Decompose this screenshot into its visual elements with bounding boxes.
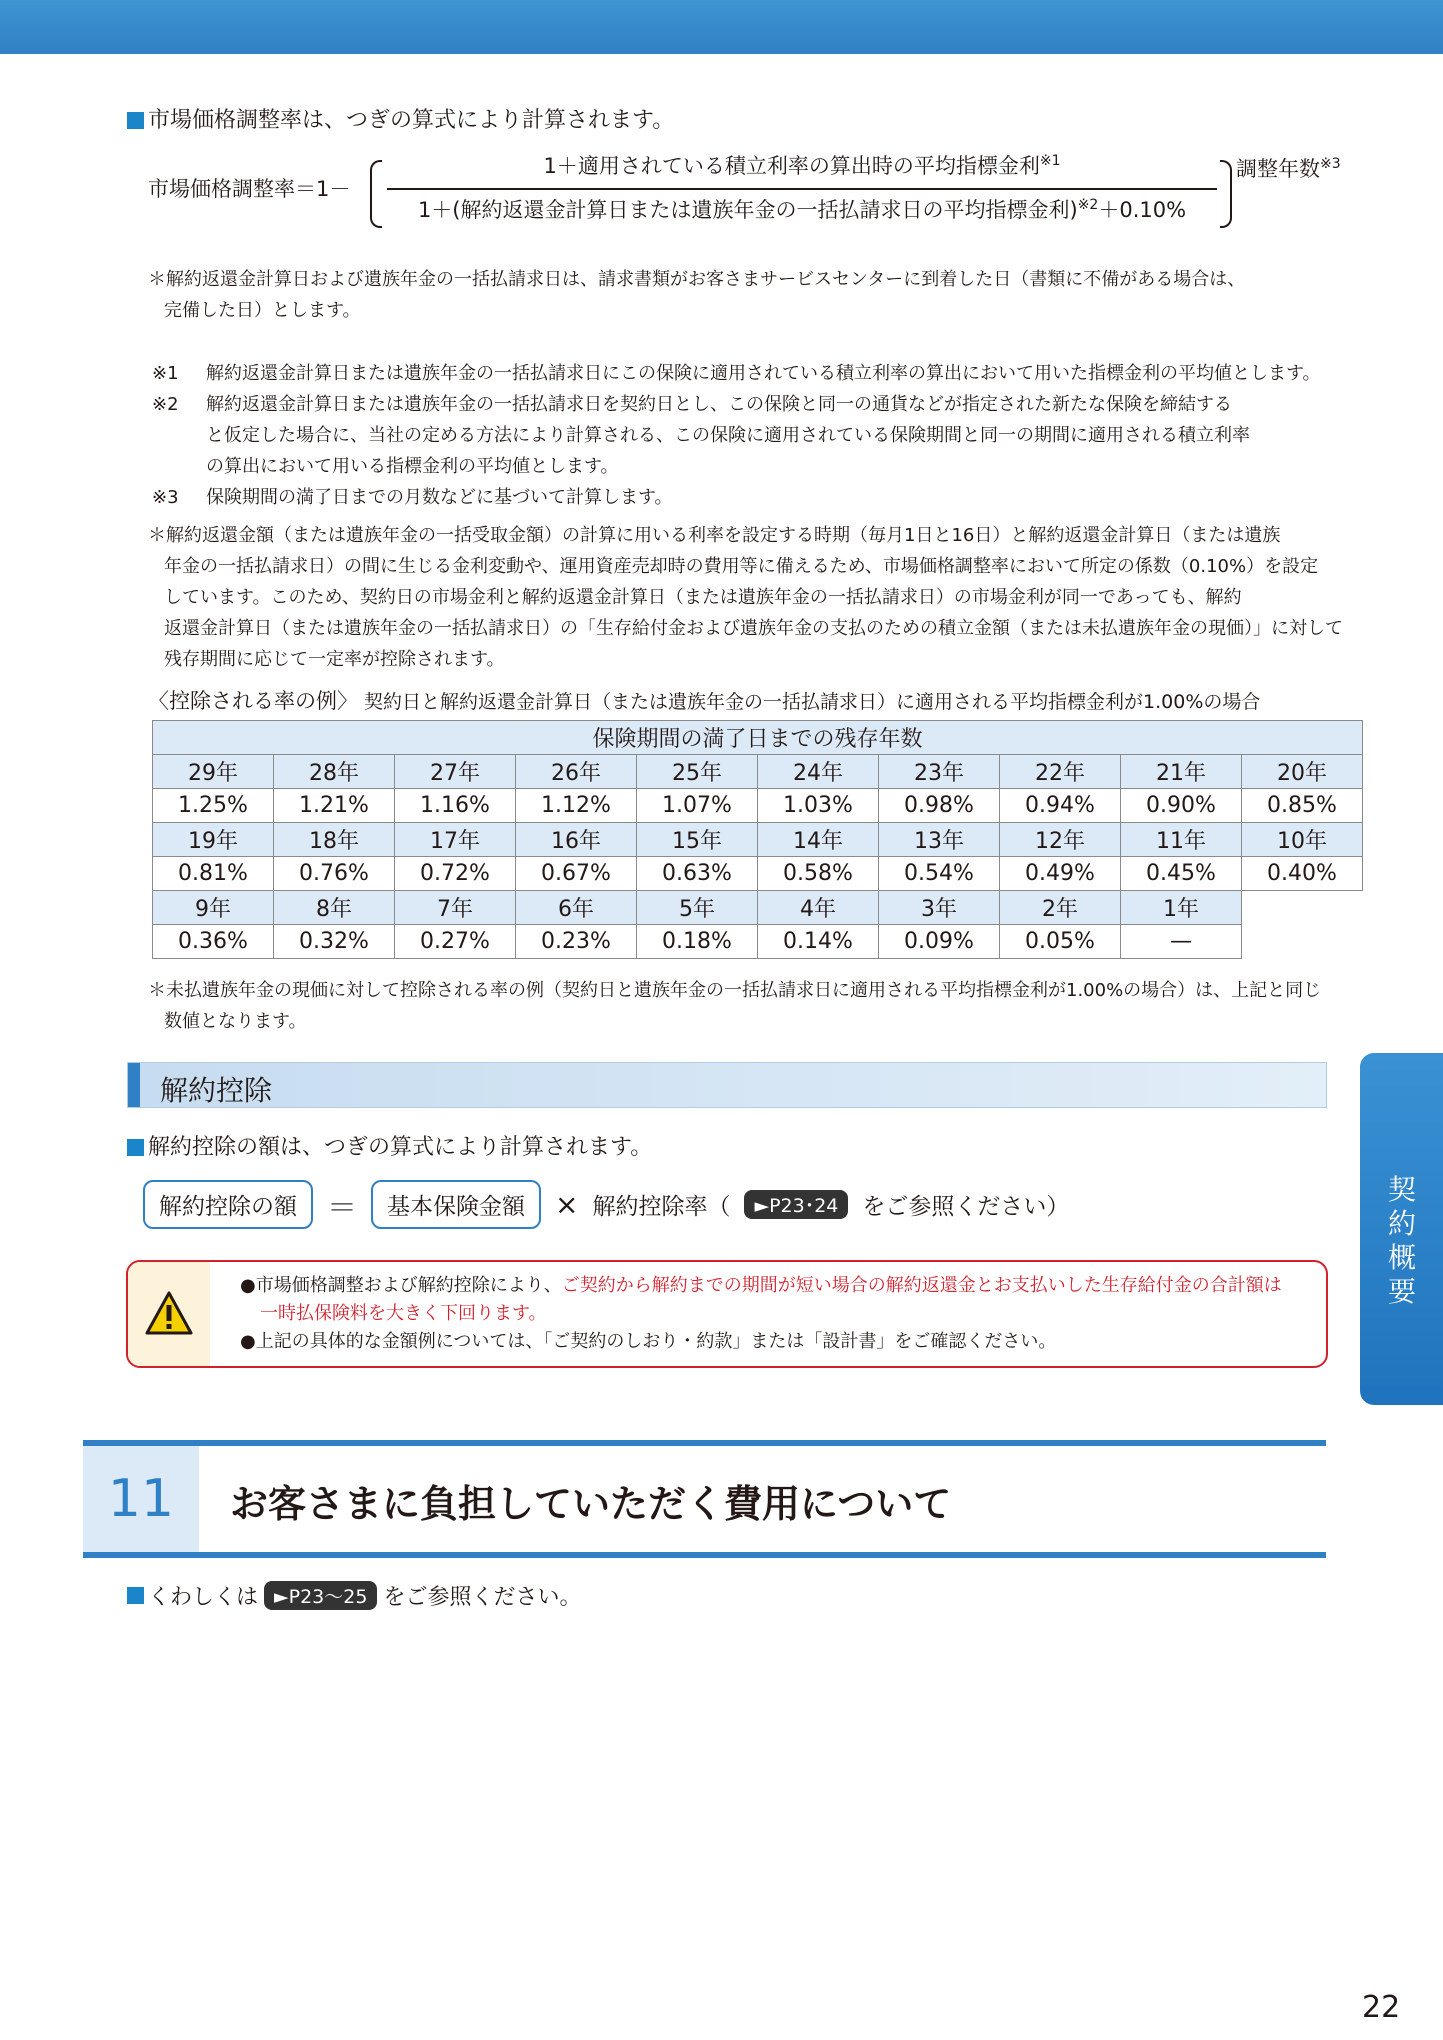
equals-sign: ＝ <box>327 1190 357 1226</box>
fraction-bar <box>387 188 1217 190</box>
right-bracket <box>1220 160 1232 228</box>
term-base-amount: 基本保険金額 <box>371 1180 541 1229</box>
formula-numerator: 1＋適用されている積立利率の算出時の平均指標金利$^{※1}$ <box>543 153 1061 178</box>
footnote-2: ※2 解約返還金計算日または遺族年金の一括払請求日を契約日とし、この保険と同一の通貨などが指定された新たな保険を締結する と仮定した場合に、当社の定める方法により計算される、この保険に適用されている保険期間と同一の期間に適用される積立利率 の算出において用いる指標金利の平均値とします。 <box>152 394 1250 477</box>
surrender-intro: 解約控除の額は、つぎの算式により計算されます。 <box>127 1130 652 1161</box>
square-bullet-icon <box>127 1587 144 1604</box>
section11-top-rule <box>83 1440 1326 1446</box>
footnotes-list <box>152 358 1362 513</box>
formula-exponent: 調整年数$^{※3}$ <box>1236 156 1341 181</box>
square-bullet-icon <box>127 1139 144 1156</box>
table-after-note: ＊未払遺族年金の現価に対して控除される率の例（契約日と遺族年金の一括払請求日に適用される平均指標金利が1.00%の場合）は、上記と同じ 数値となります。 <box>148 980 1322 1032</box>
heading-accent <box>128 1063 140 1107</box>
date-note: ＊解約返還金計算日および遺族年金の一括払請求日は、請求書類がお客さまサービスセンターに到着した日（書類に不備がある場合は、 完備した日）とします。 <box>148 269 1246 321</box>
warning-icon <box>144 1290 194 1336</box>
page-number: 22 <box>1362 1990 1401 2025</box>
times-sign: × <box>555 1188 579 1221</box>
section-number: 11 <box>83 1446 199 1552</box>
side-tab-contract-summary[interactable]: 契約概要 <box>1360 1053 1443 1405</box>
table-row: 0.81% 0.76% 0.72% 0.67% 0.63% 0.58% 0.54% 0.49% 0.45% 0.40% <box>153 857 1363 891</box>
deduction-rate-table <box>152 720 1363 959</box>
table-row: 29年 28年 27年 26年 25年 24年 23年 22年 21年 20年 <box>153 755 1363 789</box>
section11-bottom-rule <box>83 1552 1326 1558</box>
example-caption: 〈控除される率の例〉 契約日と解約返還金計算日（または遺族年金の一括払請求日）に適用される平均指標金利が1.00%の場合 <box>148 689 1261 713</box>
square-bullet-icon <box>127 112 144 129</box>
warning-text: ●市場価格調整および解約控除により、ご契約から解約までの期間が短い場合の解約返還金とお支払いした生存給付金の合計額は 一時払保険料を大きく下回ります。 ●上記の具体的な金額例については、「ご契約のしおり・約款」または「設計書」をご確認ください。 <box>240 1275 1282 1352</box>
footnote-1: ※1 解約返還金計算日または遺族年金の一括払請求日にこの保険に適用されている積立利率の算出において用いた指標金利の平均値とします。 <box>152 363 1321 384</box>
deduction-note: ＊解約返還金額（または遺族年金の一括受取金額）の計算に用いる利率を設定する時期（毎月1日と16日）と解約返還金計算日（または遺族 年金の一括払請求日）の間に生じる金利変動や、運用資産売却時の費用等に備えるため、市場価格調整率において所定の係数（0.10%）を設定 しています。このため、契約日の市場金利と解約返還金計算日（または遺族年金の一括払請求日）の市場金利が同一であっても、解約 返還金計算日（または遺族年金の一括払請求日）の「生存給付金および遺族年金の支払のための積立金額（または未払遺族年金の現価）」に対して 残存期間に応じて一定率が控除されます。 <box>148 525 1343 670</box>
table-row: 1.25% 1.21% 1.16% 1.12% 1.07% 1.03% 0.98% 0.94% 0.90% 0.85% <box>153 789 1363 823</box>
left-bracket <box>370 160 382 228</box>
table-header: 保険期間の満了日までの残存年数 <box>153 721 1363 755</box>
formula-lhs: 市場価格調整率＝1－ <box>148 177 351 201</box>
table-row: 19年 18年 17年 16年 15年 14年 13年 12年 11年 10年 <box>153 823 1363 857</box>
table-row: 9年 8年 7年 6年 5年 4年 3年 2年 1年 <box>153 891 1363 925</box>
top-header-bar <box>0 0 1443 54</box>
page-ref-link[interactable]: ►P23〜25 <box>264 1581 377 1610</box>
formula-intro: 市場価格調整率は、つぎの算式により計算されます。 <box>127 103 674 134</box>
section-heading-surrender: 解約控除 <box>127 1062 1327 1108</box>
page-ref-link[interactable]: ►P23･24 <box>744 1190 848 1219</box>
table-row: 0.36% 0.32% 0.27% 0.23% 0.18% 0.14% 0.09% 0.05% — <box>153 925 1363 959</box>
surrender-formula: 解約控除の額 ＝ 基本保険金額 × 解約控除率（ ►P23･24 をご参照ください） <box>143 1180 1069 1229</box>
section-title: お客さまに負担していただく費用について <box>230 1482 952 1526</box>
formula-denominator: 1＋(解約返還金計算日または遺族年金の一括払請求日の平均指標金利)$^{※2}$＋0.10% <box>417 197 1187 222</box>
warning-box <box>126 1260 1328 1368</box>
term-deduction-amount: 解約控除の額 <box>143 1180 313 1229</box>
footnote-3: ※3 保険期間の満了日までの月数などに基づいて計算します。 <box>152 487 673 508</box>
section11-detail: くわしくは ►P23〜25 をご参照ください。 <box>127 1580 581 1611</box>
